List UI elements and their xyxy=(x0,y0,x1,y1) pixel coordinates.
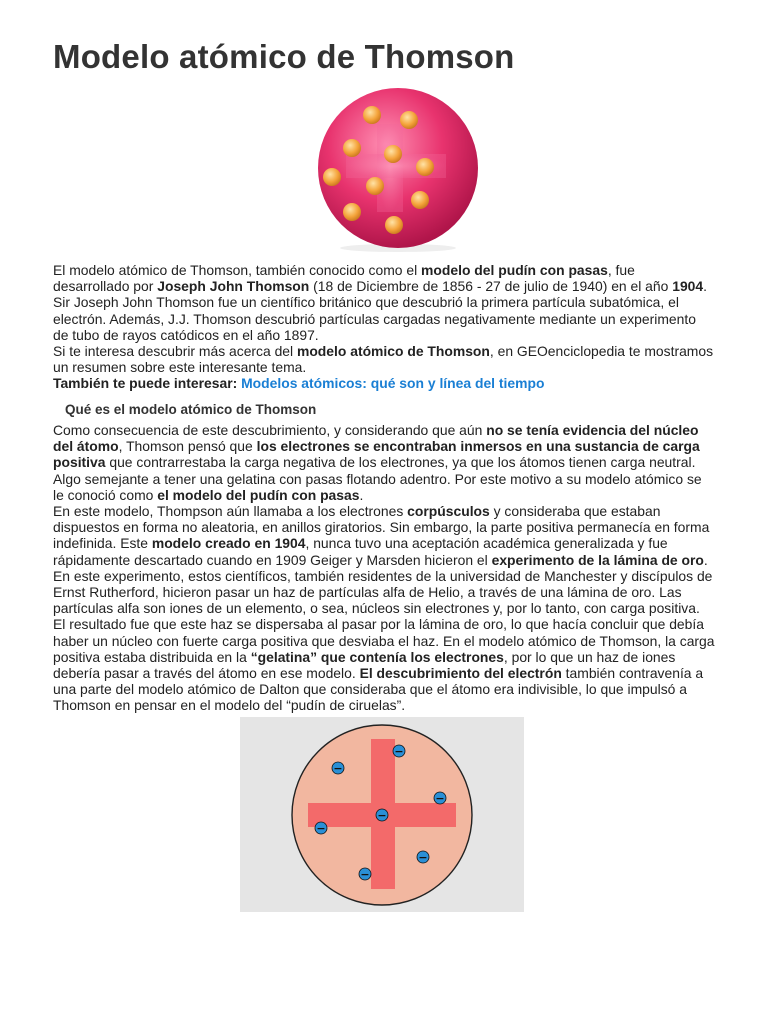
related-article-link[interactable]: Modelos atómicos: qué son y línea del tiempo xyxy=(241,375,545,392)
related-article xyxy=(53,375,715,391)
related-label: También te puede interesar: xyxy=(53,375,238,392)
electron xyxy=(417,851,429,864)
electron xyxy=(376,809,388,822)
electron xyxy=(416,158,434,176)
plum-pudding-diagram xyxy=(240,717,524,912)
svg-text:−: − xyxy=(435,792,445,805)
body-paragraph-4: En este experimento, estos científicos, también residentes de la universidad de Manchester y discípulos de Ernst Rutherford, hicieron pasar un haz de partículas alfa de Helio, a través de una lámina de oro. Las partículas alfa son iones de un elemento, o sea, núcleos sin electrones y, por lo tanto, con carga positiva. xyxy=(53,567,713,617)
bold-phrase: los electrones se encontraban inmersos en una sustancia de carga positiva xyxy=(53,438,700,471)
svg-text:−: − xyxy=(377,809,387,822)
body-section xyxy=(53,422,715,714)
intro-paragraph-2: Sir Joseph John Thomson fue un científico británico que descubrió la primera partícula subatómica, el electrón. Además, J.J. Thomson descubrió partículas cargadas negativamente mediante un experimento de tubo de rayos catódicos en el año 1897. xyxy=(53,294,696,343)
electron xyxy=(359,868,371,881)
electron xyxy=(343,139,361,157)
electron xyxy=(332,762,344,775)
electron xyxy=(363,106,381,124)
bold-phrase: no se tenía evidencia del núcleo del átomo xyxy=(53,422,699,455)
svg-text:−: − xyxy=(333,762,343,775)
svg-text:−: − xyxy=(418,851,428,864)
intro-paragraph-1: El modelo atómico de Thomson, también conocido como el modelo del pudín con pasas, fue desarrollado por Joseph John Thomson (18 de Diciembre de 1856 - 27 de julio de 1940) en el año 1904. xyxy=(53,262,707,295)
electron xyxy=(323,168,341,186)
body-paragraph-3: En este modelo, Thompson aún llamaba a los electrones corpúsculos y consideraba que estaban dispuestos en forma no aleatoria, en anillos giratorios. Sin embargo, la parte positiva permanecía en forma indefinida. Este modelo creado en 1904, nunca tuvo una aceptación académica generalizada y fue rápidamente descartado cuando en 1909 Geiger y Marsden hicieron el experimento de la lámina de oro. xyxy=(53,503,710,568)
bold-phrase: Joseph John Thomson xyxy=(157,278,310,295)
section-heading: Qué es el modelo atómico de Thomson xyxy=(65,402,317,417)
thomson-sphere-illustration xyxy=(298,84,498,252)
electron xyxy=(385,216,403,234)
electron xyxy=(315,822,327,835)
bold-phrase: el modelo del pudín con pasas xyxy=(157,486,360,503)
bold-phrase: modelo atómico de Thomson xyxy=(296,343,490,360)
electron xyxy=(343,203,361,221)
electron xyxy=(393,745,405,758)
bold-phrase: El descubrimiento del electrón xyxy=(359,665,562,682)
page-title: Modelo atómico de Thomson xyxy=(53,38,515,75)
body-paragraph-1: Como consecuencia de este descubrimiento, y considerando que aún no se tenía evidencia del núcleo del átomo, Thomson pensó que los electrones se encontraban inmersos en una sustancia de carga positiva que contrarrestaba la carga negativa de los electrones, ya que los átomos tienen carga neutral. xyxy=(53,422,700,471)
intro-section xyxy=(53,262,715,392)
body-paragraph-5: El resultado fue que este haz se dispersaba al pasar por la lámina de oro, lo que hacía concluir que debía haber un núcleo con fuerte carga positiva que desviaba el haz. En el modelo atómico de Thomson, la carga positiva estaba distribuida en la “gelatina” que contenía los electrones, por lo que un haz de iones debería pasar a través del átomo en ese modelo. El descubrimiento del electrón también contravenía a una parte del modelo atómico de Dalton que consideraba que el átomo era indivisible, lo que impulsó a Thomson en pensar en el modelo del “pudín de ciruelas”. xyxy=(53,616,715,714)
electron xyxy=(411,191,429,209)
electron xyxy=(434,792,446,805)
electron xyxy=(384,145,402,163)
electron xyxy=(366,177,384,195)
bold-phrase: experimento de la lámina de oro xyxy=(491,551,704,568)
svg-text:−: − xyxy=(316,822,326,835)
bold-phrase: “gelatina” que contenía los electrones xyxy=(250,648,504,665)
bold-phrase: corpúsculos xyxy=(407,503,490,520)
body-paragraph-2: Algo semejante a tener una gelatina con pasas flotando adentro. Por este motivo a su modelo atómico se le conoció como el modelo del pudín con pasas. xyxy=(53,470,702,503)
electron xyxy=(400,111,418,129)
svg-text:−: − xyxy=(394,745,404,758)
intro-paragraph-3: Si te interesa descubrir más acerca del modelo atómico de Thomson, en GEOenciclopedia te mostramos un resumen sobre este interesante tema. xyxy=(53,343,714,376)
bold-phrase: modelo del pudín con pasas xyxy=(421,262,608,278)
svg-text:−: − xyxy=(360,868,370,881)
bold-phrase: modelo creado en 1904 xyxy=(151,535,306,552)
bold-phrase: 1904 xyxy=(672,278,704,295)
